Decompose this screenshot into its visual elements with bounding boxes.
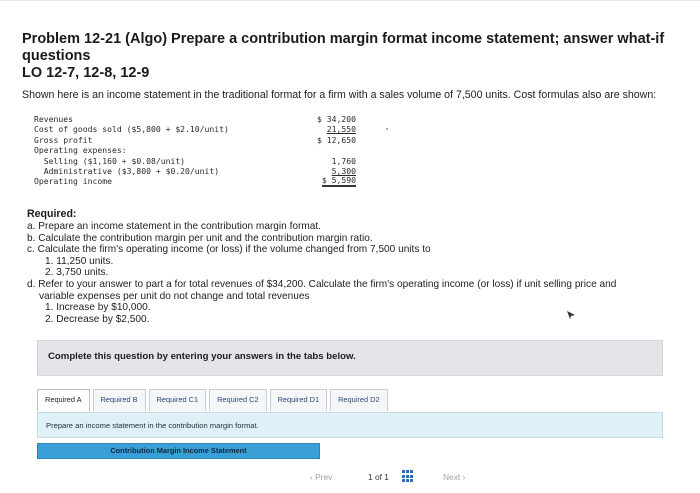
statement-value: 21,550 — [326, 124, 356, 135]
prev-button[interactable] — [310, 472, 332, 482]
statement-label: Selling ($1,160 + $0.08/unit) — [34, 155, 186, 166]
cursor-arrow-icon — [566, 310, 576, 320]
dot-mark — [386, 128, 388, 130]
required-tabs — [37, 389, 391, 413]
required-item: 1. 11,250 units. — [45, 255, 114, 267]
statement-row — [34, 166, 364, 176]
required-item: d. Refer to your answer to part a for total revenues of $34,200. Calculate the firm's operating income (or loss) if unit selling price and — [27, 278, 617, 290]
required-item: c. Calculate the firm's operating income (or loss) if the volume changed from 7,500 units to — [27, 244, 431, 256]
pager — [310, 470, 500, 486]
statement-row — [34, 124, 364, 134]
statement-row — [34, 156, 364, 166]
tab-required-c2[interactable]: Required C2 — [209, 389, 267, 411]
tab-required-a[interactable]: Required A — [37, 389, 90, 411]
income-statement — [34, 114, 364, 187]
tab-required-b[interactable]: Required B — [93, 389, 146, 411]
instructions-banner — [37, 340, 663, 376]
required-item: b. Calculate the contribution margin per unit and the contribution margin ratio. — [27, 232, 373, 244]
page-info: 1 of 1 — [368, 472, 389, 482]
statement-value: 1,760 — [331, 155, 356, 166]
statement-label: Administrative ($3,800 + $0.20/unit) — [34, 165, 220, 176]
statement-row — [34, 176, 364, 186]
statement-label: Revenues — [34, 114, 73, 124]
tab-required-d2[interactable]: Required D2 — [330, 389, 388, 411]
required-list — [27, 221, 677, 325]
problem-intro: Shown here is an income statement in the traditional format for a firm with a sales volume of 7,500 units. Cost formulas also are shown: — [22, 89, 657, 101]
required-item: 2. Decrease by $2,500. — [45, 313, 150, 325]
chevron-left-icon: ‹ — [310, 472, 316, 482]
chevron-right-icon: › — [460, 472, 466, 482]
required-heading: Required: — [27, 208, 77, 220]
statement-row — [34, 135, 364, 145]
grid-icon[interactable] — [402, 470, 415, 483]
statement-label: Operating expenses: — [34, 145, 127, 156]
statement-row — [34, 145, 364, 155]
tab-required-c1[interactable]: Required C1 — [149, 389, 207, 411]
prev-label: Prev — [315, 472, 333, 482]
problem-title-line2: LO 12-7, 12-8, 12-9 — [22, 65, 150, 81]
required-item: 1. Increase by $10,000. — [45, 302, 151, 314]
required-item: a. Prepare an income statement in the contribution margin format. — [27, 221, 321, 232]
tab-required-d1[interactable]: Required D1 — [270, 389, 328, 411]
tab-panel — [37, 412, 663, 438]
statement-row — [34, 114, 364, 124]
required-item: variable expenses per unit do not change and total revenues — [39, 290, 310, 302]
panel-text: Prepare an income statement in the contribution margin format. — [46, 421, 259, 430]
statement-label: Cost of goods sold ($5,800 + $2.10/unit) — [34, 124, 229, 135]
statement-value: $ 12,650 — [317, 134, 356, 145]
statement-label: Operating income — [34, 176, 112, 187]
statement-value: $ 34,200 — [317, 114, 356, 124]
contribution-margin-statement-button[interactable]: Contribution Margin Income Statement — [37, 443, 320, 459]
problem-title-line1: Problem 12-21 (Algo) Prepare a contribution margin format income statement; answer what-if questions — [22, 31, 665, 64]
next-label: Next — [443, 472, 461, 482]
statement-value: $ 5,590 — [321, 175, 356, 186]
required-item: 2. 3,750 units. — [45, 267, 109, 279]
next-button[interactable] — [443, 472, 465, 482]
problem-title — [22, 31, 682, 82]
statement-label: Gross profit — [34, 134, 93, 145]
statement-value: 5,300 — [331, 165, 356, 176]
banner-text: Complete this question by entering your answers in the tabs below. — [48, 351, 356, 362]
